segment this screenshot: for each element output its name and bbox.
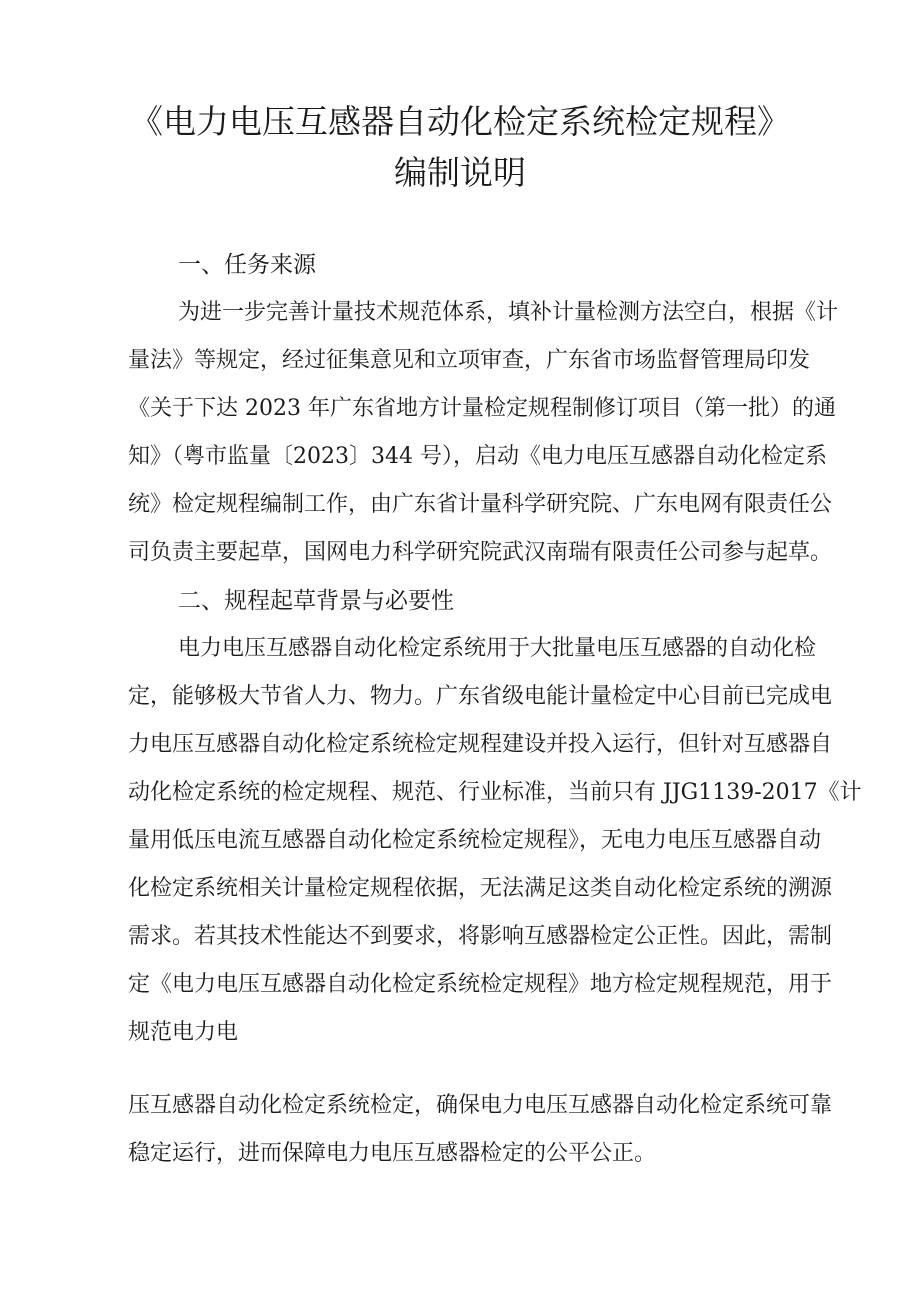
paragraph-line: 量法》等规定，经过征集意见和立项审查，广东省市场监督管理局印发 xyxy=(128,348,811,373)
paragraph-line: 稳定运行，进而保障电力电压互感器检定的公平公正。 xyxy=(128,1141,657,1166)
document-title-line-2: 编制说明 xyxy=(394,153,526,192)
paragraph-line: 规范电力电 xyxy=(128,1020,239,1045)
paragraph-line: 为进一步完善计量技术规范体系，填补计量检测方法空白，根据《计 xyxy=(178,300,839,325)
section-heading-task-source: 一、任务来源 xyxy=(178,252,316,278)
document-title-line-1: 《电力电压互感器自动化检定系统检定规程》 xyxy=(130,102,790,141)
paragraph-line: 司负责主要起草，国网电力科学研究院武汉南瑞有限责任公司参与起草。 xyxy=(128,540,833,565)
paragraph-line: 知》（粤市监量〔2023〕344 号），启动《电力电压互感器自动化检定系 xyxy=(128,444,827,469)
paragraph-line: 动化检定系统的检定规程、规范、行业标准，当前只有 JJG1139-2017《计 xyxy=(128,780,862,805)
paragraph-line: 定，能够极大节省人力、物力。广东省级电能计量检定中心目前已完成电 xyxy=(128,684,833,709)
paragraph-line: 定《电力电压互感器自动化检定系统检定规程》地方检定规程规范，用于 xyxy=(128,972,833,997)
section-heading-background: 二、规程起草背景与必要性 xyxy=(178,588,454,614)
paragraph-line: 量用低压电流互感器自动化检定系统检定规程》，无电力电压互感器自动 xyxy=(128,828,822,853)
paragraph-line: 化检定系统相关计量检定规程依据，无法满足这类自动化检定系统的溯源 xyxy=(128,876,833,901)
paragraph-line: 需求。若其技术性能达不到要求，将影响互感器检定公正性。因此，需制 xyxy=(128,924,833,949)
paragraph-line: 统》检定规程编制工作，由广东省计量科学研究院、广东电网有限责任公 xyxy=(128,492,833,517)
paragraph-line: 电力电压互感器自动化检定系统用于大批量电压互感器的自动化检 xyxy=(178,636,817,661)
paragraph-line: 力电压互感器自动化检定系统检定规程建设并投入运行，但针对互感器自 xyxy=(128,732,833,757)
section-2-paragraph xyxy=(128,625,868,1057)
paragraph-line: 《关于下达 2023 年广东省地方计量检定规程制修订项目（第一批）的通 xyxy=(128,396,836,421)
section-1-paragraph xyxy=(128,289,868,577)
paragraph-line: 压互感器自动化检定系统检定，确保电力电压互感器自动化检定系统可靠 xyxy=(128,1093,833,1118)
section-2-continuation xyxy=(128,1082,868,1178)
